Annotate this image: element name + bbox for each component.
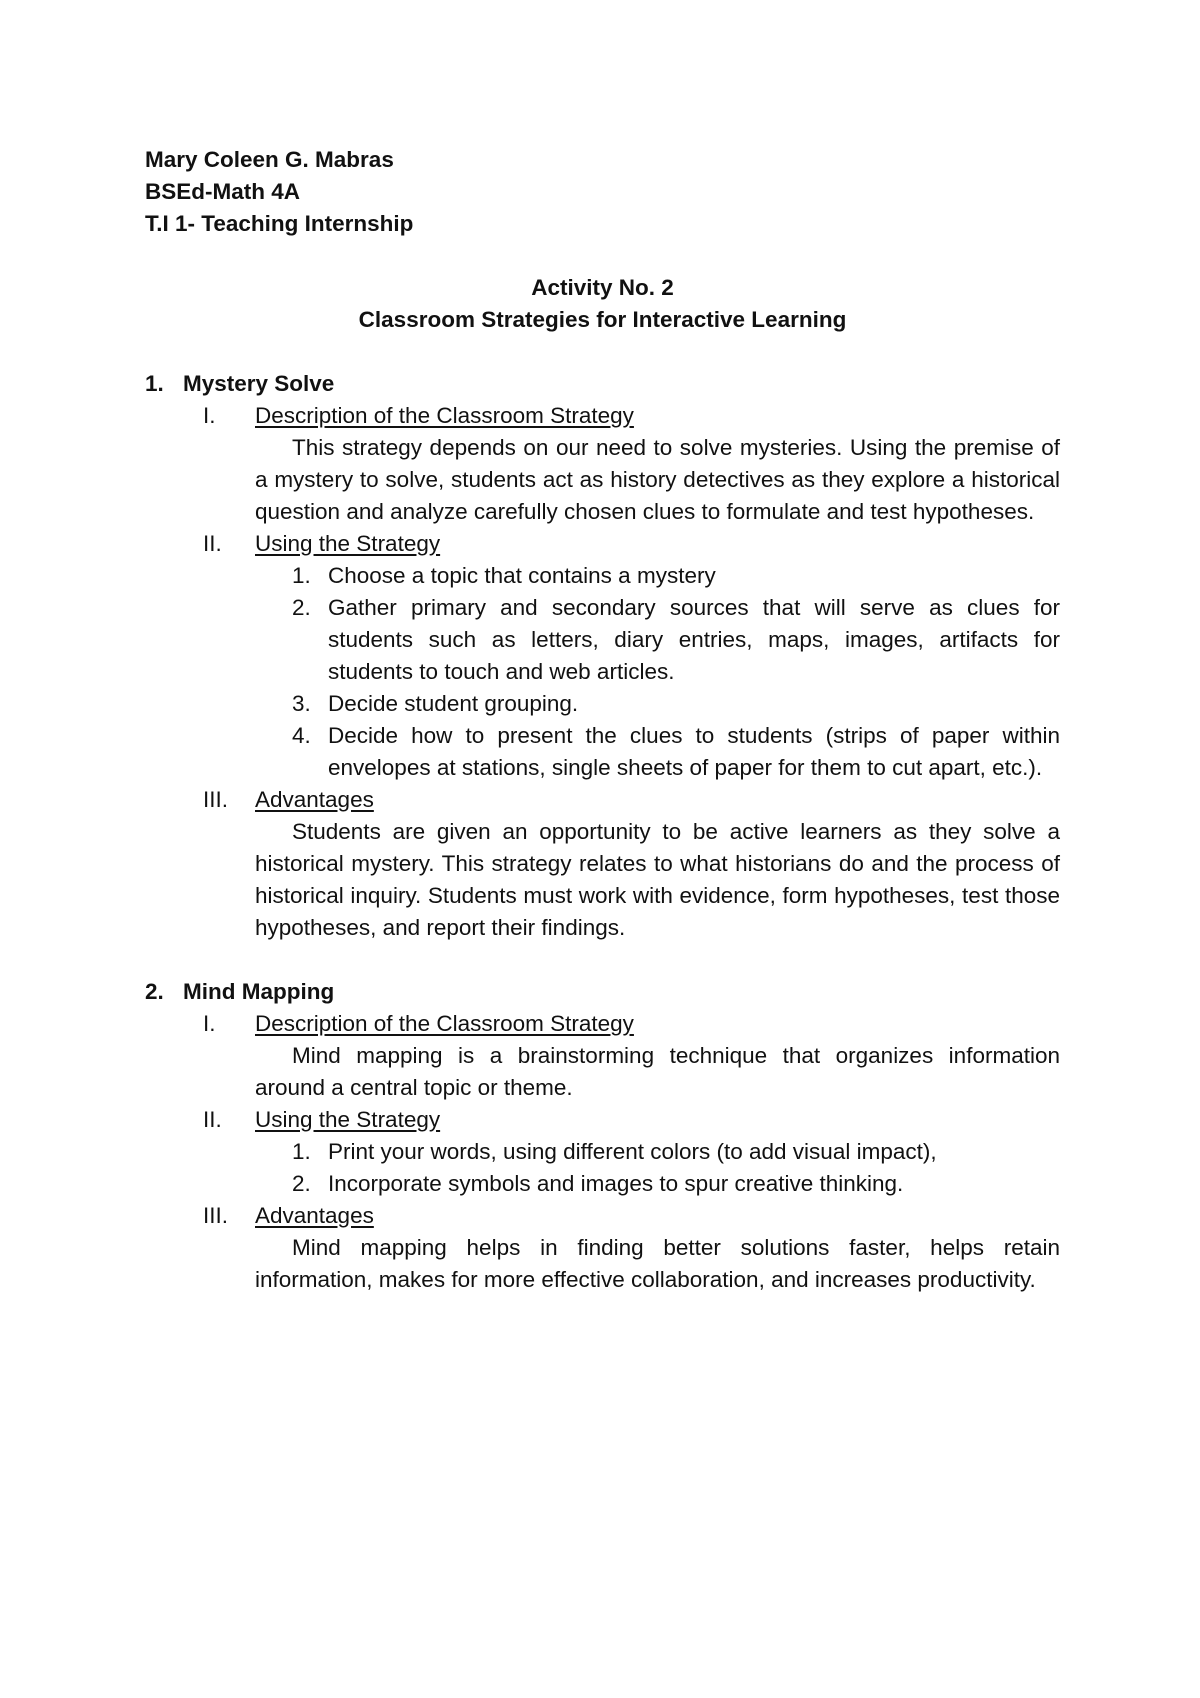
roman-numeral: III.: [203, 1203, 229, 1228]
subsection-advantages-heading: [145, 784, 1060, 816]
section-name: Mind Mapping: [183, 979, 335, 1004]
document-page: [145, 144, 1060, 1296]
roman-numeral: I.: [203, 1011, 216, 1036]
step-number: 2.: [292, 1171, 311, 1196]
course-section: BSEd-Math 4A: [145, 179, 301, 204]
section-heading: [145, 976, 1060, 1008]
advantages-paragraph: Mind mapping helps in finding better solutions faster, helps retain information, makes for more effective collaboration, and increases productivity.: [255, 1235, 1060, 1292]
activity-topic: Classroom Strategies for Interactive Learning: [358, 307, 847, 332]
subsection-label: Description of the Classroom Strategy: [255, 403, 634, 428]
subject-title: T.I 1- Teaching Internship: [145, 211, 414, 236]
subsection-advantages-heading: [145, 1200, 1060, 1232]
step-number: 1.: [292, 563, 311, 588]
subsection-label: Using the Strategy: [255, 1107, 441, 1132]
roman-numeral: I.: [203, 403, 216, 428]
subsection-description-heading: [145, 1008, 1060, 1040]
roman-numeral: II.: [203, 531, 222, 556]
list-item: [292, 592, 1060, 688]
subsection-label: Advantages: [255, 1203, 374, 1228]
spacer: [145, 336, 1060, 368]
step-text: Decide how to present the clues to students (strips of paper within envelopes at stations, single sheets of paper for them to cut apart, etc.).: [328, 723, 1060, 780]
author-name: Mary Coleen G. Mabras: [145, 147, 394, 172]
step-text: Print your words, using different colors (to add visual impact),: [328, 1139, 937, 1164]
section-heading: [145, 368, 1060, 400]
subsection-label: Description of the Classroom Strategy: [255, 1011, 634, 1036]
steps-list: [292, 1136, 1060, 1200]
activity-number: Activity No. 2: [531, 275, 674, 300]
advantages-paragraph: Students are given an opportunity to be active learners as they solve a historical mystery. This strategy relates to what historians do and the process of historical inquiry. Students must work with evidence, form hypotheses, test those hypotheses, and report their findings.: [255, 819, 1060, 940]
section-number: 2.: [145, 979, 164, 1004]
spacer: [145, 944, 1060, 976]
steps-list: [292, 560, 1060, 784]
list-item: [292, 1168, 1060, 1200]
step-text: Choose a topic that contains a mystery: [328, 563, 716, 588]
subsection-label: Advantages: [255, 787, 374, 812]
section-number: 1.: [145, 371, 164, 396]
step-text: Gather primary and secondary sources that will serve as clues for students such as letters, diary entries, maps, images, artifacts for students to touch and web articles.: [328, 595, 1060, 684]
list-item: [292, 688, 1060, 720]
description-paragraph: This strategy depends on our need to solve mysteries. Using the premise of a mystery to solve, students act as history detectives as they explore a historical question and analyze carefully chosen clues to formulate and test hypotheses.: [255, 435, 1060, 524]
list-item: [292, 560, 1060, 592]
section-mind-mapping: [145, 976, 1060, 1296]
description-paragraph: Mind mapping is a brainstorming technique that organizes information around a central topic or theme.: [255, 1043, 1060, 1100]
list-item: [292, 1136, 1060, 1168]
subsection-using-heading: [145, 528, 1060, 560]
subsection-description-heading: [145, 400, 1060, 432]
roman-numeral: II.: [203, 1107, 222, 1132]
step-number: 2.: [292, 595, 311, 620]
step-number: 4.: [292, 723, 311, 748]
step-text: Decide student grouping.: [328, 691, 579, 716]
list-item: [292, 720, 1060, 784]
step-text: Incorporate symbols and images to spur creative thinking.: [328, 1171, 904, 1196]
step-number: 1.: [292, 1139, 311, 1164]
roman-numeral: III.: [203, 787, 229, 812]
section-mystery-solve: [145, 368, 1060, 944]
section-name: Mystery Solve: [183, 371, 335, 396]
subsection-label: Using the Strategy: [255, 531, 441, 556]
spacer: [145, 240, 1060, 272]
step-number: 3.: [292, 691, 311, 716]
subsection-using-heading: [145, 1104, 1060, 1136]
